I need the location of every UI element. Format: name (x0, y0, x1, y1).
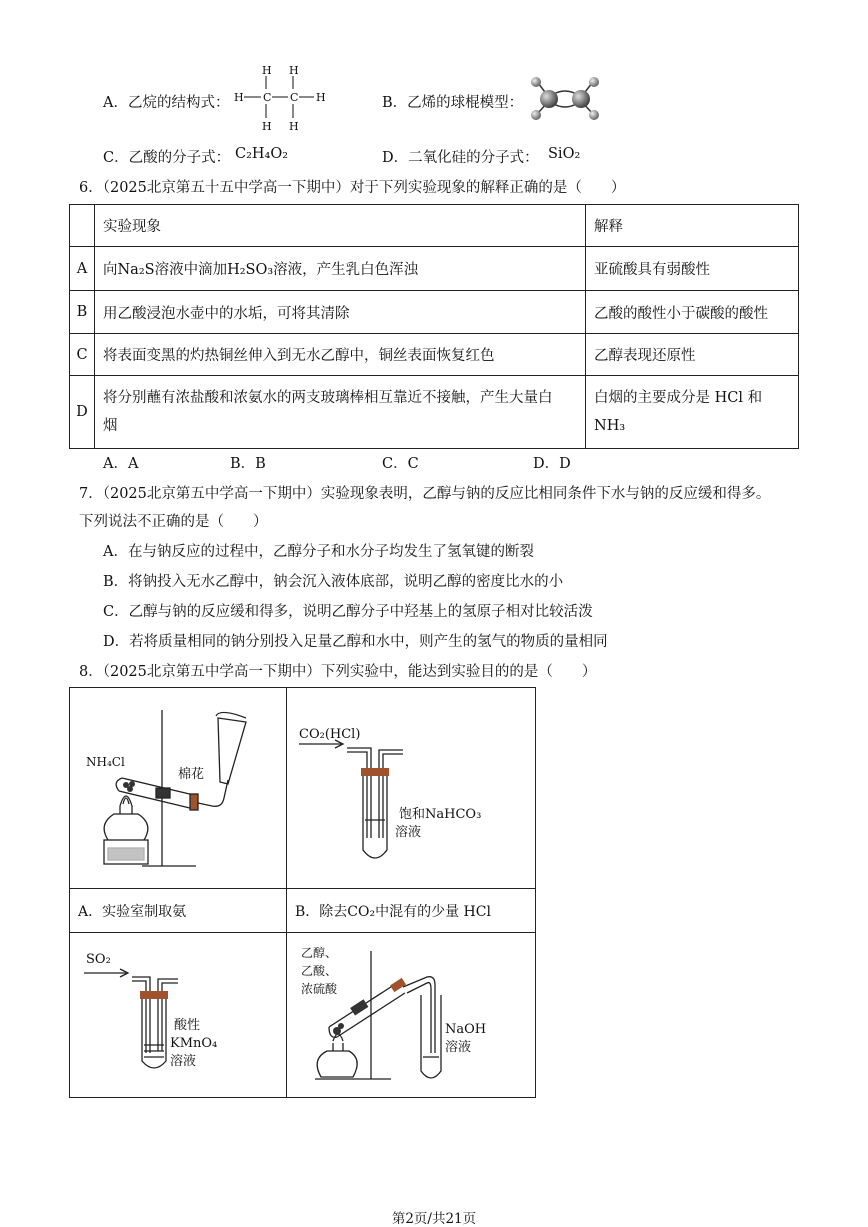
q5-option-b-label: B．乙烯的球棍模型： (382, 95, 524, 111)
so2-kmno4-apparatus (70, 933, 286, 1097)
svg-text:H: H (289, 64, 299, 77)
caption-b: B．除去CO₂中混有的少量 HCl (287, 889, 536, 933)
solution-label-nahco3: 饱和NaHCO₃ (399, 807, 482, 822)
solution-label-solution-d: 溶液 (445, 1040, 472, 1055)
caption-a: A．实验室制取氨 (70, 889, 287, 933)
table-row (70, 247, 799, 291)
svg-text:C: C (290, 91, 299, 104)
q7-stem-line-2: 下列说法不正确的是（ ） (79, 514, 268, 530)
row-id: A (70, 247, 95, 291)
row-id: D (70, 376, 95, 449)
row-explanation: 乙酸的酸性小于碳酸的酸性 (586, 291, 799, 334)
solution-label-kmno4: KMnO₄ (170, 1036, 218, 1051)
svg-text:C: C (263, 91, 272, 104)
table-row (70, 334, 799, 376)
row-explanation: 亚硫酸具有弱酸性 (586, 247, 799, 291)
solution-label-solution-c: 溶液 (170, 1054, 197, 1069)
q6-option-c: C．C (382, 456, 419, 472)
q8-stem: 8．（2025北京第五中学高一下期中）下列实验中，能达到实验目的的是（ ） (79, 664, 597, 680)
cotton-label: 棉花 (178, 767, 205, 782)
q5-option-d-label: D．二氧化硅的分子式： (382, 150, 539, 166)
table-row (70, 291, 799, 334)
ethane-structural-formula (232, 62, 332, 134)
row-phenomenon: 向Na₂S溶液中滴加H₂SO₃溶液，产生乳白色浑浊 (95, 247, 586, 291)
q5-option-a-label: A．乙烷的结构式： (103, 95, 230, 111)
q7-option-a: A．在与钠反应的过程中，乙醇分子和水分子均发生了氢氧键的断裂 (103, 544, 534, 560)
reagent-label-sulfuric-acid: 浓硫酸 (301, 982, 338, 996)
q7-option-b: B．将钠投入无水乙醇中，钠会沉入液体底部，说明乙醇的密度比水的小 (103, 574, 564, 590)
row-explanation-line-2: NH₃ (594, 418, 626, 434)
row-phenomenon: 用乙酸浸泡水壶中的水垢，可将其清除 (95, 291, 586, 334)
row-phenomenon-line-2: 烟 (103, 418, 118, 434)
reagent-label-acetic-acid: 乙酸、 (301, 964, 338, 978)
row-phenomenon-line-1: 将分别蘸有浓盐酸和浓氨水的两支玻璃棒相互靠近不接触，产生大量白 (103, 390, 553, 406)
svg-text:H: H (262, 64, 272, 77)
header-cell-blank (70, 205, 95, 247)
reagent-label-nh4cl: NH₄Cl (86, 755, 125, 769)
q6-option-b: B．B (230, 456, 266, 472)
q6-stem: 6．（2025北京第五十五中学高一下期中）对于下列实验现象的解释正确的是（ ） (79, 180, 626, 196)
row-explanation-line-1: 白烟的主要成分是 HCl 和 (594, 390, 763, 406)
figure-d-cell (287, 933, 536, 1098)
row-explanation (586, 376, 799, 449)
figure-c-cell (70, 933, 287, 1098)
q6-option-d: D．D (533, 456, 571, 472)
q7-stem-line-1: 7．（2025北京第五中学高一下期中）实验现象表明，乙醇与钠的反应比相同条件下水与钠的反应缓和得多。 (79, 486, 771, 502)
solution-label-naoh: NaOH (445, 1022, 487, 1037)
ethylene-ball-stick-model (526, 74, 604, 124)
page-footer: 第2页/共21页 (391, 1211, 477, 1227)
q6-table (69, 204, 799, 449)
row-phenomenon: 将表面变黑的灼热铜丝伸入到无水乙醇中，铜丝表面恢复红色 (95, 334, 586, 376)
q5-option-d-formula: SiO₂ (548, 146, 581, 162)
ammonia-preparation-apparatus (70, 688, 286, 888)
reagent-label-ethanol: 乙醇、 (301, 946, 338, 960)
svg-text:H: H (289, 120, 299, 133)
header-cell-phenomenon: 实验现象 (95, 205, 586, 247)
q5-option-c-formula: C₂H₄O₂ (235, 146, 289, 162)
svg-text:H: H (262, 120, 272, 133)
co2-purification-apparatus (287, 688, 535, 888)
svg-text:H: H (234, 91, 244, 104)
gas-label-so2: SO₂ (86, 952, 111, 967)
row-id: B (70, 291, 95, 334)
gas-label-co2-hcl: CO₂(HCl) (299, 727, 361, 742)
solution-label-acidic: 酸性 (174, 1018, 201, 1033)
row-explanation: 乙醇表现还原性 (586, 334, 799, 376)
table-header-row (70, 205, 799, 247)
ester-preparation-apparatus (287, 933, 535, 1097)
table-row (70, 376, 799, 449)
figure-a-cell (70, 688, 287, 889)
q7-option-d: D．若将质量相同的钠分别投入足量乙醇和水中，则产生的氢气的物质的量相同 (103, 634, 608, 650)
solution-label-solution: 溶液 (395, 825, 422, 840)
figure-b-cell (287, 688, 536, 889)
row-id: C (70, 334, 95, 376)
row-phenomenon (95, 376, 586, 449)
q8-figure-grid (69, 687, 536, 1098)
svg-text:H: H (316, 91, 326, 104)
q5-option-c-label: C．乙酸的分子式： (103, 150, 231, 166)
header-cell-explanation: 解释 (586, 205, 799, 247)
q6-option-a: A．A (103, 456, 139, 472)
q7-option-c: C．乙醇与钠的反应缓和得多，说明乙醇分子中羟基上的氢原子相对比较活泼 (103, 604, 593, 620)
